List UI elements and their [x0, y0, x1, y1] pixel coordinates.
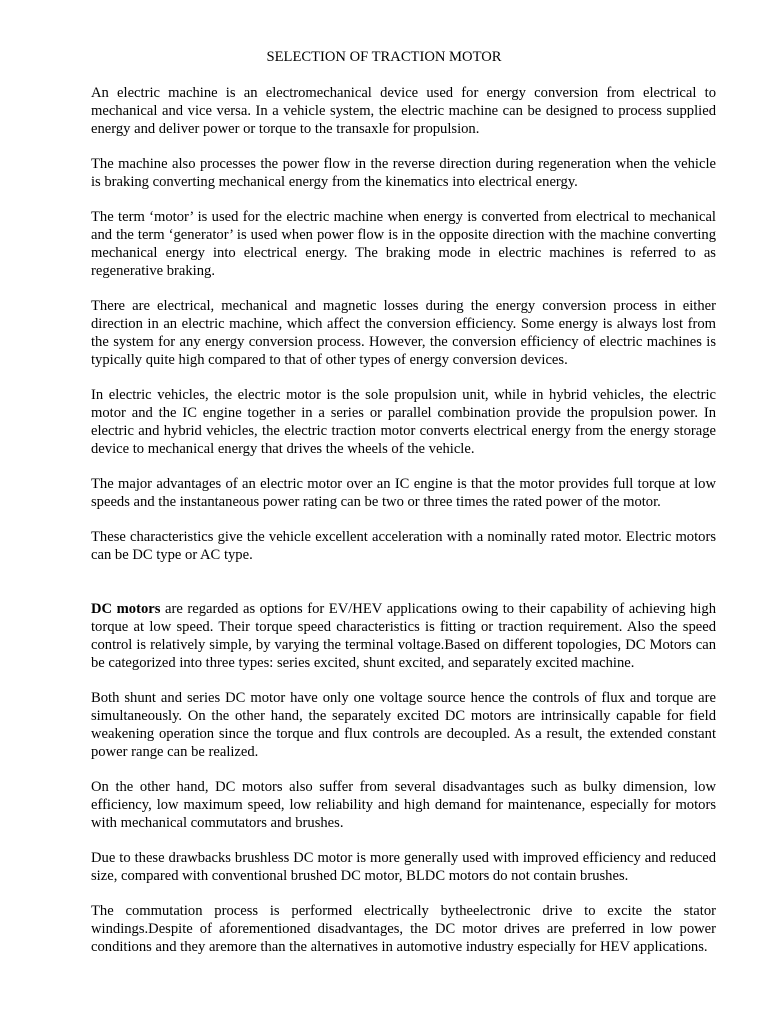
document-title: SELECTION OF TRACTION MOTOR [266, 49, 502, 65]
paragraph-characteristics: These characteristics give the vehicle excellent acceleration with a nominally rated motor. Electric motors can be DC type or AC type. [91, 529, 716, 563]
paragraph-regeneration: The machine also processes the power flow in the reverse direction during regeneration when the vehicle is braking converting mechanical energy from the kinematics into electrical energy. [91, 156, 716, 190]
paragraph-ev-hev-propulsion: In electric vehicles, the electric motor is the sole propulsion unit, while in hybrid vehicles, the electric motor and the IC engine together in a series or parallel combination provide the propulsion power. In electric and hybrid vehicles, the electric traction motor converts electrical energy from the energy storage device to mechanical energy that drives the wheels of the vehicle. [91, 387, 716, 457]
paragraph-losses: There are electrical, mechanical and magnetic losses during the energy conversion process in either direction in an electric machine, which affect the conversion efficiency. Some energy is always lost from the system for any energy conversion process. However, the conversion efficiency of electric machines is typically quite high compared to that of other types of energy conversion devices. [91, 298, 716, 368]
paragraph-electric-machine: An electric machine is an electromechanical device used for energy conversion from electrical to mechanical and vice versa. In a vehicle system, the electric machine can be designed to process supplied energy and deliver power or torque to the transaxle for propulsion. [91, 85, 716, 137]
document-body [91, 84, 716, 973]
dc-motors-intro-text: are regarded as options for EV/HEV applications owing to their capability of achieving high torque at low speed. Their torque speed characteristics is fitting or traction requirement. Also the speed control is relatively simple, by varying the terminal voltage.Based on different topologies, DC Motors can be categorized into three types: series excited, shunt excited, and separately excited machine. [91, 601, 717, 671]
paragraph-commutation: The commutation process is performed electrically bytheelectronic drive to excite the stator windings.Despite of aforementioned disadvantages, the DC motor drives are preferred in low power conditions and they aremore than the alternatives in automotive industry especially for HEV applications. [91, 903, 716, 955]
paragraph-dc-motors-intro [91, 600, 716, 672]
paragraph-motor-generator-terms: The term ‘motor’ is used for the electric machine when energy is converted from electrical to mechanical and the term ‘generator’ is used when power flow is in the opposite direction with the machine converting mechanical energy into electrical energy. The braking mode in electric machines is referred to as regenerative braking. [91, 209, 716, 279]
paragraph-bldc: Due to these drawbacks brushless DC motor is more generally used with improved efficiency and reduced size, compared with conventional brushed DC motor, BLDC motors do not contain brushes. [91, 850, 716, 884]
paragraph-shunt-series: Both shunt and series DC motor have only one voltage source hence the controls of flux and torque are simultaneously. On the other hand, the separately excited DC motors are intrinsically capable for field weakening operation since the torque and flux controls are decoupled. As a result, the extended constant power range can be realized. [91, 690, 716, 760]
paragraph-advantages: The major advantages of an electric motor over an IC engine is that the motor provides full torque at low speeds and the instantaneous power rating can be two or three times the rated power of the motor. [91, 476, 716, 510]
paragraph-dc-disadvantages: On the other hand, DC motors also suffer from several disadvantages such as bulky dimension, low efficiency, low maximum speed, low reliability and high demand for maintenance, especially for motors with mechanical commutators and brushes. [91, 779, 716, 831]
dc-motors-term: DC motors [91, 601, 161, 617]
